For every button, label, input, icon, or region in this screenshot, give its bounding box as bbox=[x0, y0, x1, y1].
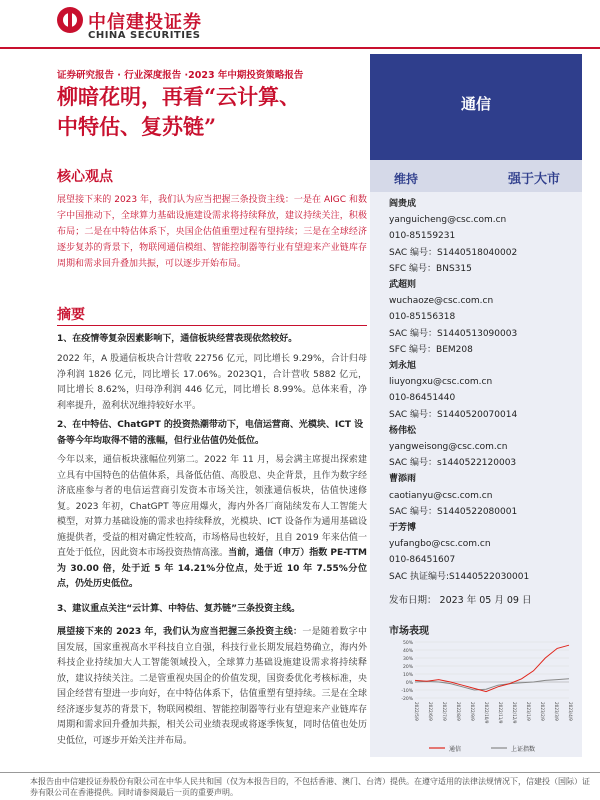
y-tick-label: 40% bbox=[402, 649, 413, 654]
paragraph-2-emphasis: 当前，通信（申万）指数 PE-TTM 为 30.00 倍，处于近 5 年 14.21%分位点，处于近 10 年 7.55%分位点，仍处历史低位。 bbox=[57, 548, 367, 589]
x-tick-label: 2022/9/9 bbox=[470, 702, 475, 721]
analyst-sac: SAC 编号：S1440518040002 bbox=[389, 247, 518, 258]
abstract-paragraph-3 bbox=[57, 625, 367, 749]
legend-label-index: 上证指数 bbox=[511, 746, 536, 753]
chart-y-axis bbox=[401, 640, 413, 702]
header-divider bbox=[0, 47, 600, 49]
analyst-email[interactable]: caotianyu@csc.com.cn bbox=[389, 490, 493, 501]
analyst-block bbox=[389, 277, 579, 358]
chart-x-axis bbox=[414, 702, 573, 724]
analyst-email[interactable]: yanguicheng@csc.com.cn bbox=[389, 215, 507, 226]
analyst-sac: SAC 执证编号:S1440522030001 bbox=[389, 571, 530, 582]
y-tick-label: 50% bbox=[402, 641, 413, 646]
logo-icon bbox=[57, 7, 83, 33]
abstract-title: 摘要 bbox=[57, 307, 85, 323]
analyst-email[interactable]: yufangbo@csc.com.cn bbox=[389, 539, 491, 550]
analyst-sfc: SFC 编号：BEM208 bbox=[389, 344, 473, 355]
paragraph-2-body: 今年以来，通信板块涨幅位列第二。2022 年 11 月，易会满主席提出探索建立具有中国特色的估值体系，具备低估值、高股息、央企背景，且作为数字经济底座参与者的电信运营商引发资本市场关注，领涨通信板块，估值快速修复。2023 年初，ChatGPT 等应用爆火，海内外各厂商陆续发布人工智能大模型，对算力基础设施的需求也持续释放，光模块、ICT 设备作为通用基础设施提供者，受益的相对确定性较高，市场格局也较好，且自 2019 年来估值一直处于低位，因此资本市场投资热情高涨。 bbox=[57, 455, 367, 558]
analyst-phone: 010-85156318 bbox=[389, 312, 456, 323]
analyst-email[interactable]: wuchaoze@csc.com.cn bbox=[389, 296, 494, 307]
breadcrumb: 证券研究报告 · 行业深度报告 ·2023 年中期投资策略报告 bbox=[57, 70, 304, 81]
x-tick-label: 2022/5/9 bbox=[414, 702, 419, 721]
sector-label: 通信 bbox=[460, 95, 491, 113]
analyst-list bbox=[389, 196, 579, 585]
logo-en: CHINA SECURITIES bbox=[88, 30, 201, 41]
y-tick-label: 30% bbox=[402, 657, 413, 662]
abstract-point-2: 2、在中特估、ChatGPT 的投资热潮带动下，电信运营商、光模块、ICT 设备等今年均取得不错的涨幅，但行业估值仍处低位。 bbox=[57, 420, 364, 446]
analyst-name: 曹添雨 bbox=[389, 474, 417, 485]
abstract-paragraph-1: 2022 年，A 股通信板块合计营收 22756 亿元，同比增长 9.29%，合计归母净利润 1826 亿元，同比增长 17.06%。2023Q1，合计营收 5882 亿元，同比增长 8.62%，归母净利润 446 亿元，同比增长 8.99%。总体来看，净利率提升，盈利状况维持较好水平。 bbox=[57, 354, 367, 411]
analyst-name: 杨伟松 bbox=[389, 425, 417, 436]
core-viewpoint-text: 展望接下来的 2023 年，我们认为应当把握三条投资主线：一是在 AIGC 和数字中国推动下，全球算力基础设施建设需求将持续释放，建议持续关注，积极布局；二是在中特估体系下，央国企估值重塑过程有望持续；三是在全球经济逐步复苏的背景下，物联网通信模组、智能控制器等行业有望迎来产业链库存周期和需求回升叠加共振，可以逐步开始布局。 bbox=[57, 195, 367, 269]
chart-legend bbox=[429, 745, 535, 753]
logo-cn: 中信建投证券 bbox=[88, 12, 202, 33]
analyst-name: 武超则 bbox=[389, 280, 417, 291]
abstract-point-3: 3、建议重点关注“云计算、中特估、复苏链”三条投资主线。 bbox=[57, 604, 301, 614]
analyst-block bbox=[389, 471, 579, 520]
x-tick-label: 2022/10/9 bbox=[484, 702, 489, 724]
x-tick-label: 2022/8/9 bbox=[456, 702, 461, 721]
analyst-email[interactable]: yangweisong@csc.com.cn bbox=[389, 442, 508, 453]
paragraph-3-body: 一是随着数字中国发展，国家重视高水平科技自立自强，科技行业长期发展趋势确立，海内外科技企业持续加大人工智能领域投入，全球算力基础设施建设需求将持续释放，建议持续关注。二是管重视央国企的价值发现，国资委优化考核标准，央国企经营有望进一步向好，在中特估体系下，估值重塑有望持续。三是在全球经济逐步复苏的背景下，物联网模组、智能控制器等行业有望迎来产业链库存周期和需求回升叠加共振，相关公司业绩表现或将逐季恢复，同时估值也处历史低位，可逐步开始关注并布局。 bbox=[57, 627, 367, 746]
abstract-paragraph-2 bbox=[57, 453, 367, 593]
y-tick-label: 10% bbox=[402, 673, 413, 678]
series-line-telecom bbox=[415, 645, 569, 691]
y-tick-label: -20% bbox=[401, 697, 413, 702]
x-tick-label: 2023/2/9 bbox=[540, 702, 545, 721]
x-tick-label: 2022/7/9 bbox=[442, 702, 447, 721]
abstract-point-1: 1、在疫情等复杂因素影响下，通信板块经营表现依然较好。 bbox=[57, 334, 298, 344]
x-tick-label: 2023/4/9 bbox=[568, 702, 573, 721]
footer-divider bbox=[0, 772, 600, 773]
series-line-index bbox=[415, 679, 569, 690]
analyst-email[interactable]: liuyongxu@csc.com.cn bbox=[389, 377, 493, 388]
x-tick-label: 2022/12/9 bbox=[512, 702, 517, 724]
x-tick-label: 2023/3/9 bbox=[554, 702, 559, 721]
y-tick-label: 20% bbox=[402, 665, 413, 670]
analyst-name: 于芳博 bbox=[389, 523, 417, 534]
rating-value: 强于大市 bbox=[508, 172, 561, 187]
analyst-phone: 010-86451607 bbox=[389, 555, 456, 566]
analyst-sac: SAC 编号：s1440522120003 bbox=[389, 458, 517, 469]
analyst-sac: SAC 编号：S1440522080001 bbox=[389, 506, 518, 517]
analyst-name: 阎贵成 bbox=[389, 199, 417, 209]
x-tick-label: 2022/6/9 bbox=[428, 702, 433, 721]
analyst-name: 刘永旭 bbox=[389, 361, 417, 372]
abstract-divider bbox=[57, 325, 367, 326]
analyst-sfc: SFC 编号：BNS315 bbox=[389, 263, 472, 274]
y-tick-label: 0% bbox=[405, 681, 413, 686]
analyst-block bbox=[389, 196, 579, 277]
rating-maintain: 维持 bbox=[394, 172, 419, 186]
market-performance-title: 市场表现 bbox=[389, 626, 429, 637]
paragraph-3-emphasis: 展望接下来的 2023 年，我们认为应当把握三条投资主线： bbox=[57, 627, 303, 637]
analyst-phone: 010-86451440 bbox=[389, 393, 456, 404]
analyst-sac: SAC 编号：S1440520070014 bbox=[389, 409, 518, 420]
analyst-block bbox=[389, 423, 579, 472]
title-line-1: 柳暗花明，再看“云计算、 bbox=[57, 84, 301, 109]
legend-label-telecom: 通信 bbox=[449, 746, 462, 753]
footer-disclaimer: 本报告由中信建投证券股份有限公司在中华人民共和国（仅为本报告目的，不包括香港、澳门、台湾）提供。在遵守适用的法律法规情况下，信建投（国际）证券有限公司在香港提供。同时请参阅最后一页的重要声明。 bbox=[30, 777, 590, 797]
x-tick-label: 2022/11/9 bbox=[498, 702, 503, 724]
analyst-sac: SAC 编号：S1440513090003 bbox=[389, 328, 518, 339]
core-viewpoint-title: 核心观点 bbox=[57, 169, 113, 185]
analyst-block bbox=[389, 520, 579, 585]
market-chart bbox=[389, 636, 574, 754]
x-tick-label: 2023/1/9 bbox=[526, 702, 531, 721]
analyst-block bbox=[389, 358, 579, 423]
publish-date: 发布日期： 2023 年 05 月 09 日 bbox=[389, 595, 532, 606]
y-tick-label: -10% bbox=[401, 689, 413, 694]
analyst-phone: 010-85159231 bbox=[389, 231, 456, 242]
title-line-2: 中特估、复苏链” bbox=[57, 114, 217, 139]
page-title bbox=[57, 82, 367, 142]
